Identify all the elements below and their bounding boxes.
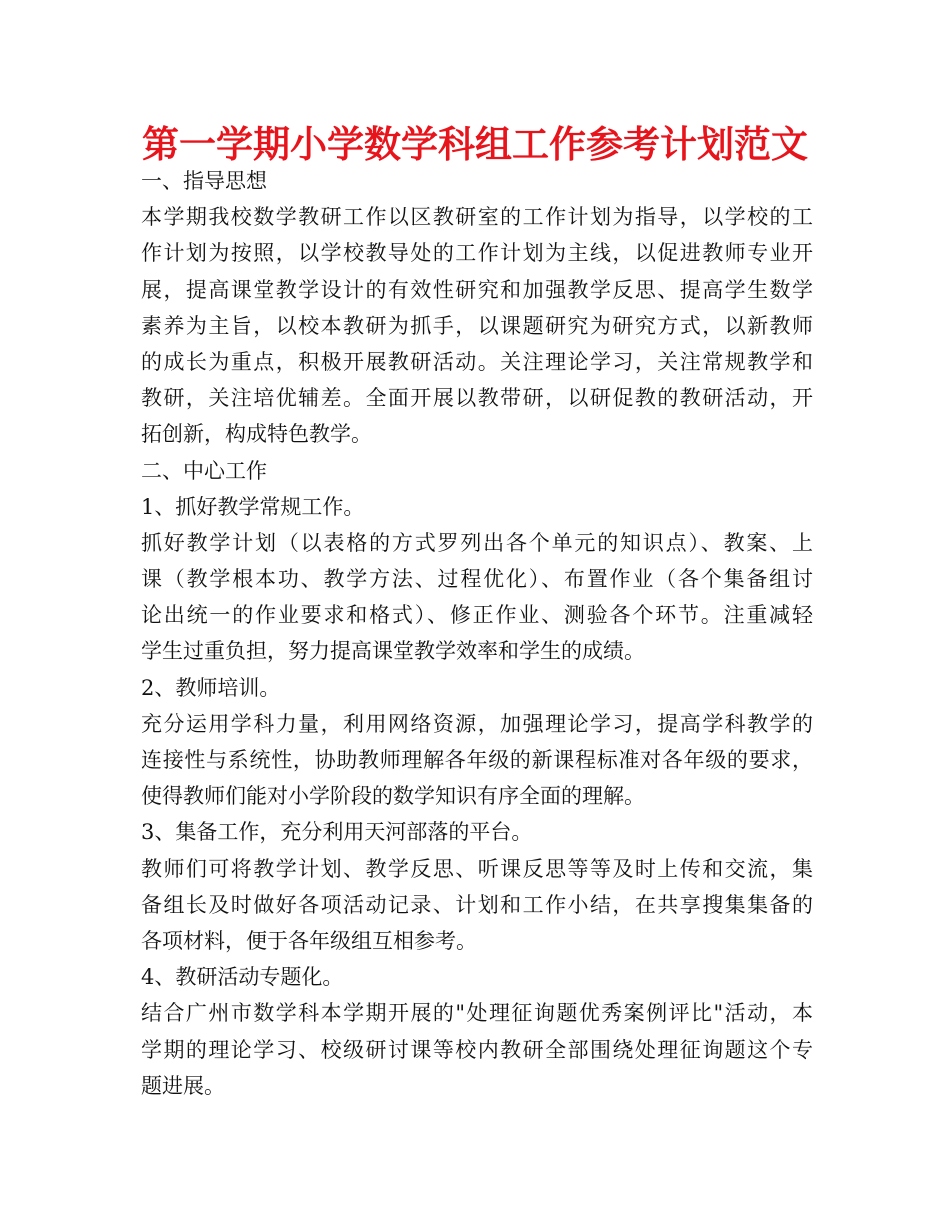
text-line: 论出统一的作业要求和格式）、修正作业、测验各个环节。注重减轻: [141, 603, 813, 628]
text-line: 作计划为按照，以学校教导处的工作计划为主线，以促进教师专业开: [141, 241, 813, 266]
text-line: 充分运用学科力量，利用网络资源，加强理论学习，提高学科教学的: [141, 711, 813, 736]
text-line: 备组长及时做好各项活动记录、计划和工作小结，在共享搜集集备的: [141, 892, 813, 917]
text-line: 1、抓好教学常规工作。: [141, 494, 365, 519]
text-line: 结合广州市数学科本学期开展的"处理征询题优秀案例评比"活动，本: [141, 1001, 813, 1026]
text-line: 各项材料，便于各年级组互相参考。: [141, 928, 477, 953]
text-line: 素养为主旨，以校本教研为抓手，以课题研究为研究方式，以新教师: [141, 313, 813, 338]
text-line: 题进展。: [141, 1073, 225, 1098]
text-line: 二、中心工作: [141, 458, 267, 483]
text-line: 连接性与系统性，协助教师理解各年级的新课程标准对各年级的要求，: [141, 748, 813, 772]
text-line: 展，提高课堂教学设计的有效性研究和加强教学反思、提高学生数学: [141, 277, 813, 302]
text-line: 使得教师们能对小学阶段的数学知识有序全面的理解。: [141, 784, 645, 809]
text-line: 抓好教学计划（以表格的方式罗列出各个单元的知识点）、教案、上: [141, 530, 813, 555]
text-line: 3、集备工作，充分利用天河部落的平台。: [141, 820, 533, 845]
document-title: 第一学期小学数学科组工作参考计划范文: [142, 123, 808, 166]
text-line: 拓创新，构成特色教学。: [141, 422, 372, 447]
text-line: 学期的理论学习、校级研讨课等校内教研全部围绕处理征询题这个专: [141, 1037, 813, 1062]
text-line: 课（教学根本功、教学方法、过程优化）、布置作业（各个集备组讨: [141, 567, 813, 592]
text-line: 学生过重负担，努力提高课堂教学效率和学生的成绩。: [141, 639, 645, 664]
text-line: 4、教研活动专题化。: [141, 965, 344, 990]
text-line: 一、指导思想: [141, 169, 267, 193]
text-line: 2、教师培训。: [141, 675, 281, 700]
text-line: 的成长为重点，积极开展教研活动。关注理论学习，关注常规教学和: [141, 349, 813, 374]
text-line: 教师们可将教学计划、教学反思、听课反思等等及时上传和交流，集: [141, 856, 813, 881]
text-line: 本学期我校数学教研工作以区教研室的工作计划为指导，以学校的工: [141, 205, 813, 230]
text-line: 教研，关注培优辅差。全面开展以教带研，以研促教的教研活动，开: [141, 386, 813, 411]
document-body: [141, 163, 813, 1104]
